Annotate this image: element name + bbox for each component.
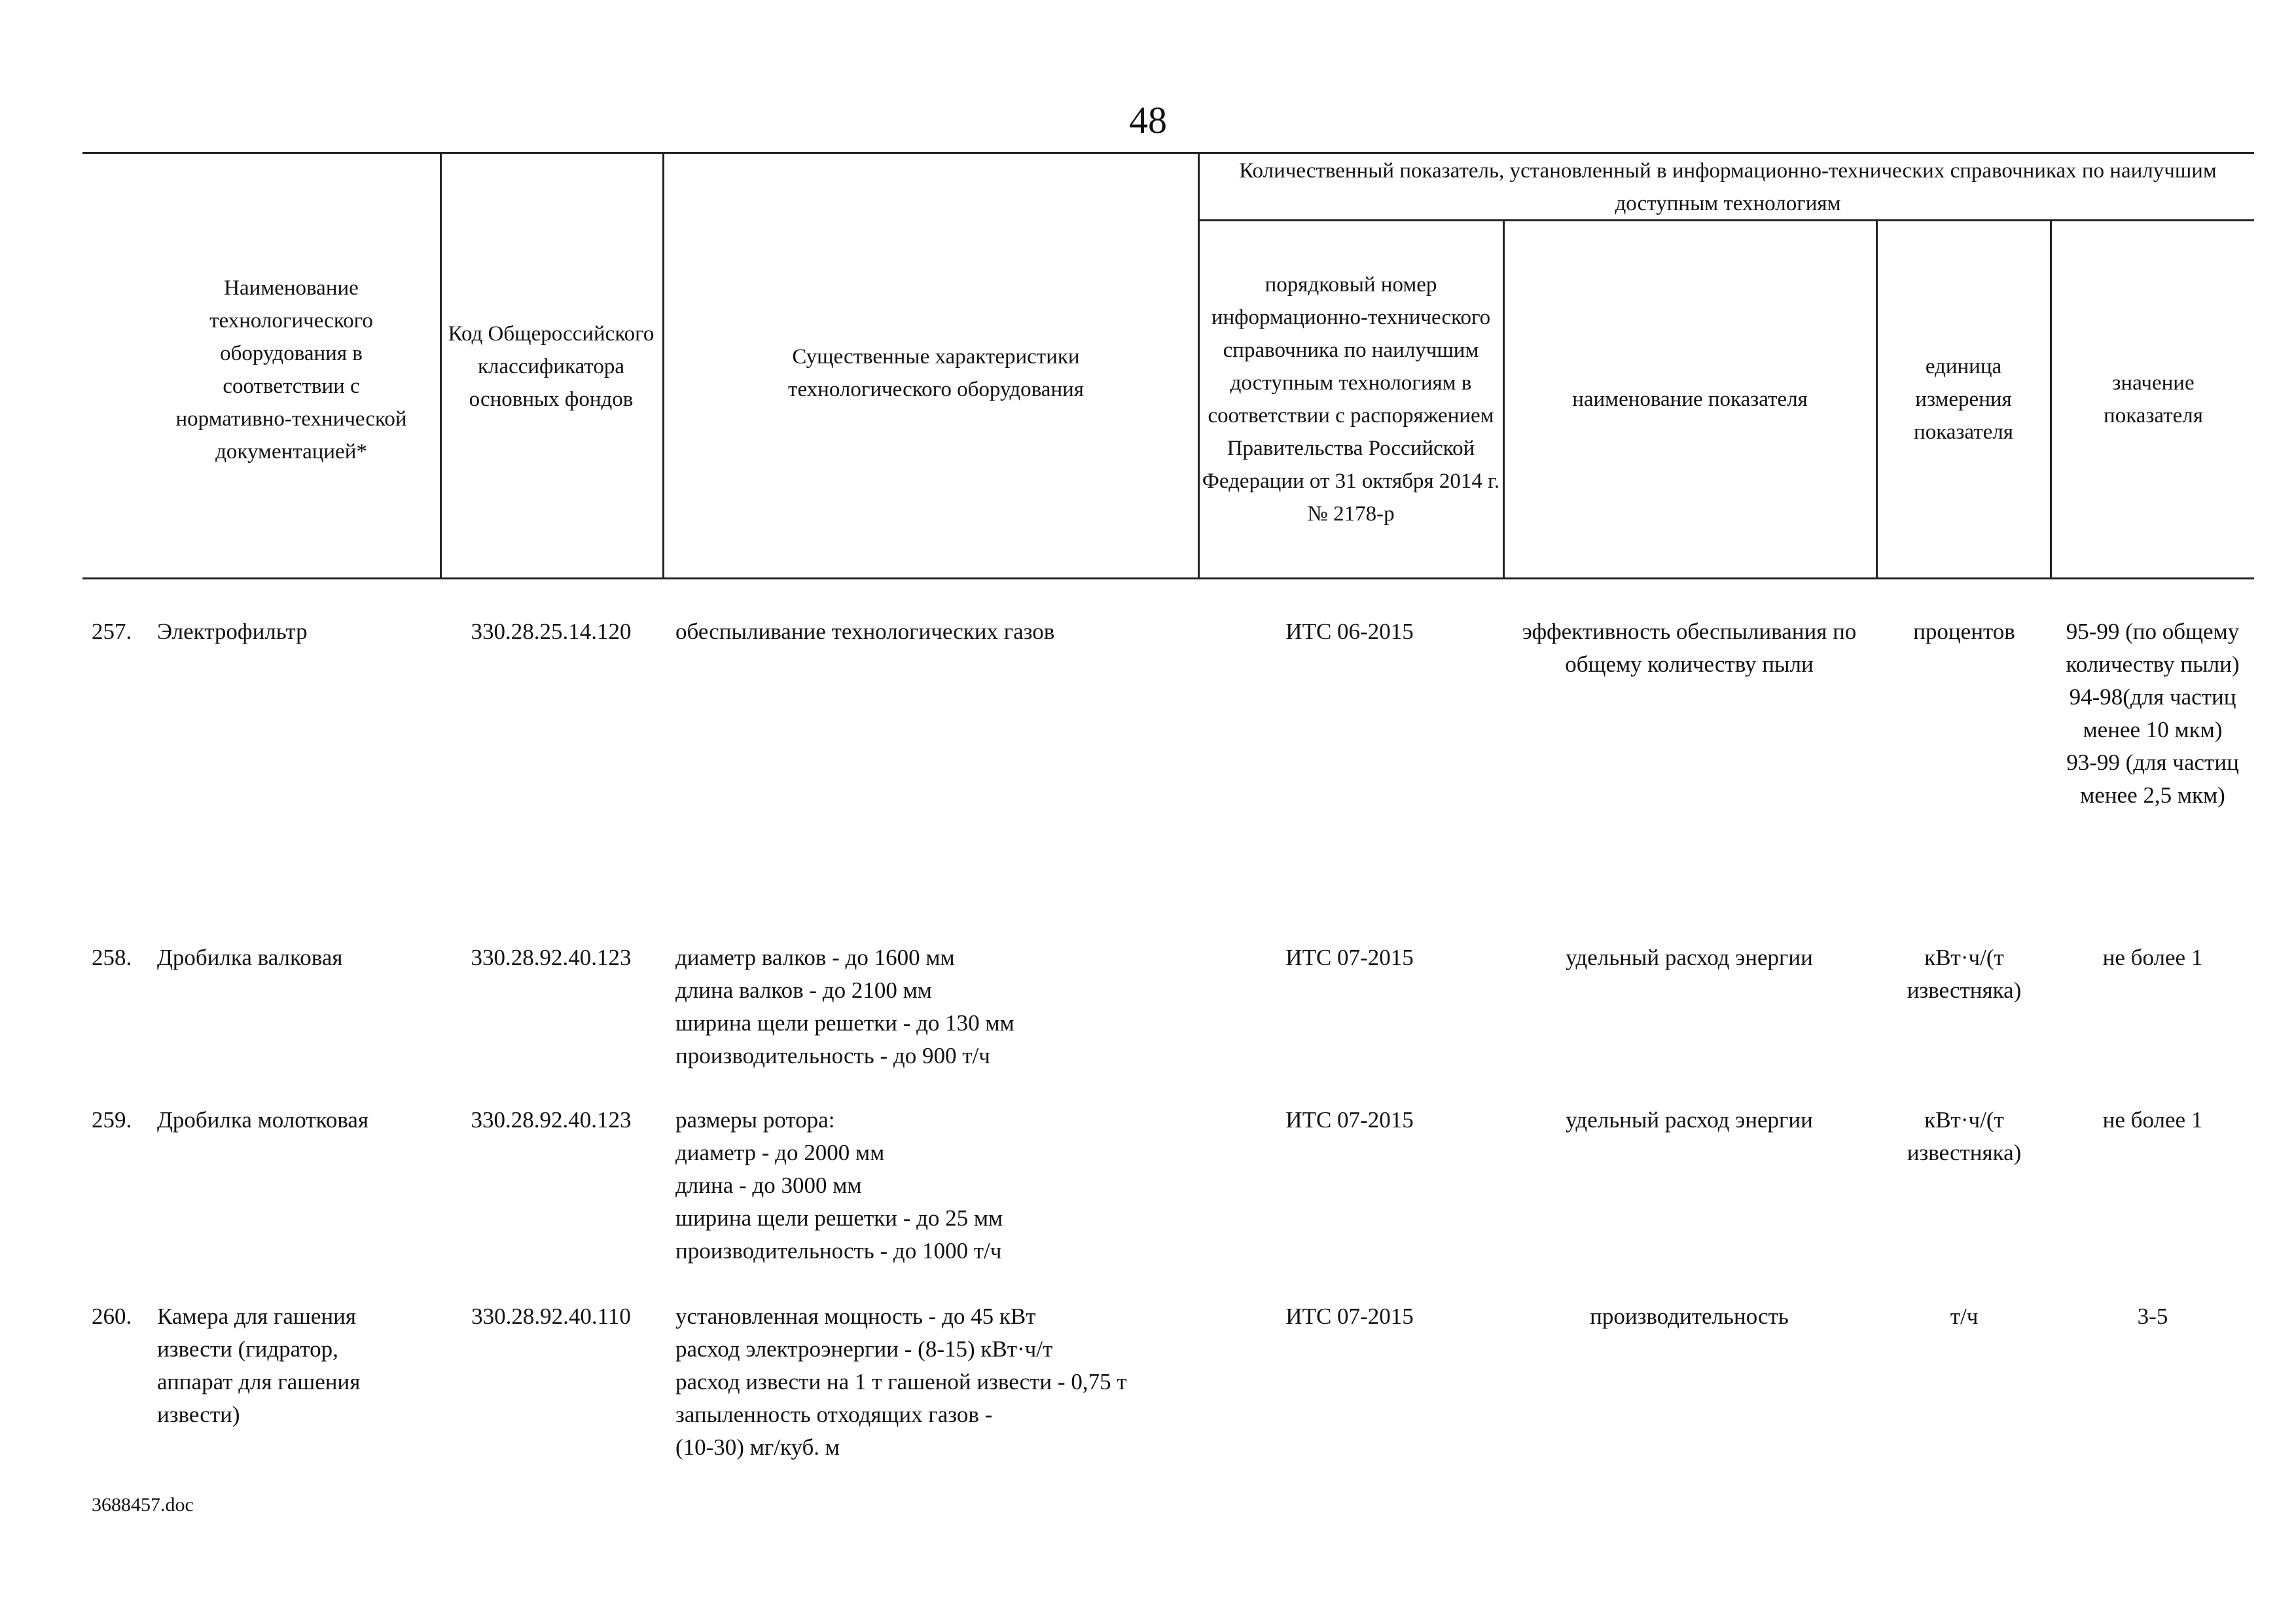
header-indicator-name: наименование показателя xyxy=(1572,388,1808,411)
row-indicator-name: удельный расход энергии xyxy=(1566,1107,1813,1133)
header-value: значение показателя xyxy=(2104,371,2203,428)
row-number: 260. xyxy=(92,1304,132,1329)
row-characteristics: размеры ротора: диаметр - до 2000 мм длина - до 3000 мм ширина щели решетки - до 25 мм производительность - до 1000 т/ч xyxy=(675,1107,1003,1264)
row-indicator-name: эффективность обеспыливания по общему количеству пыли xyxy=(1522,619,1857,677)
page-number: 48 xyxy=(1129,99,1167,141)
row-number: 259. xyxy=(92,1107,132,1133)
document-filename: 3688457.doc xyxy=(92,1494,194,1516)
row-characteristics: диаметр валков - до 1600 мм длина валков - до 2100 мм ширина щели решетки - до 130 мм производительность - до 900 т/ч xyxy=(675,945,1014,1068)
row-value: 3-5 xyxy=(2137,1304,2168,1329)
col-divider-4 xyxy=(1503,219,1505,579)
row-its-number: ИТС 07-2015 xyxy=(1285,945,1414,970)
header-okof-code: Код Общероссийского классификатора основных фондов xyxy=(448,322,655,411)
col-divider-3 xyxy=(1198,152,1200,579)
row-equipment-name: Электрофильтр xyxy=(157,619,308,644)
row-number: 258. xyxy=(92,945,132,970)
row-okof-code: 330.28.25.14.120 xyxy=(471,619,632,644)
row-okof-code: 330.28.92.40.123 xyxy=(471,1107,632,1133)
row-characteristics: обеспыливание технологических газов xyxy=(675,619,1055,644)
row-indicator-name: производительность xyxy=(1590,1304,1789,1329)
col-divider-2 xyxy=(662,152,664,579)
header-its-number: порядковый номер информационно-технического справочника по наилучшим доступным технологиям в соответствии с распоряжением Правительства Российской Федерации от 31 октября 2014 г. № 2178-р xyxy=(1202,273,1500,526)
row-unit: кВт·ч/(т известняка) xyxy=(1907,945,2022,1003)
row-equipment-name: Камера для гашения извести (гидратор, аппарат для гашения извести) xyxy=(157,1304,361,1427)
row-equipment-name: Дробилка валковая xyxy=(157,945,343,970)
row-value: не более 1 xyxy=(2102,1107,2203,1133)
row-value: не более 1 xyxy=(2102,945,2203,970)
row-unit: т/ч xyxy=(1950,1304,1979,1329)
header-unit: единица измерения показателя xyxy=(1914,355,2013,444)
row-characteristics: установленная мощность - до 45 кВт расход электроэнергии - (8-15) кВт·ч/т расход извести на 1 т гашеной извести - 0,75 т запыленность отходящих газов - (10-30) мг/куб. м xyxy=(675,1304,1127,1460)
row-unit: процентов xyxy=(1913,619,2015,644)
row-okof-code: 330.28.92.40.110 xyxy=(471,1304,631,1329)
table-top-rule xyxy=(82,152,2254,154)
row-value: 95-99 (по общему количеству пыли) 94-98(для частиц менее 10 мкм) 93-99 (для частиц менее 2,5 мкм) xyxy=(2066,619,2240,808)
row-equipment-name: Дробилка молотковая xyxy=(157,1107,369,1133)
header-equipment-name: Наименование технологического оборудования в соответствии с нормативно-технической документацией* xyxy=(175,276,407,464)
row-its-number: ИТС 07-2015 xyxy=(1285,1304,1414,1329)
row-its-number: ИТС 06-2015 xyxy=(1285,619,1414,644)
row-okof-code: 330.28.92.40.123 xyxy=(471,945,632,970)
table-header-bottom-rule xyxy=(82,577,2254,579)
col-divider-5 xyxy=(1876,219,1878,579)
col-divider-6 xyxy=(2050,219,2052,579)
row-indicator-name: удельный расход энергии xyxy=(1566,945,1813,970)
row-its-number: ИТС 07-2015 xyxy=(1285,1107,1414,1133)
row-unit: кВт·ч/(т известняка) xyxy=(1907,1107,2022,1165)
header-group-title: Количественный показатель, установленный в информационно-технических справочниках по наилучшим доступным технологиям xyxy=(1239,159,2217,215)
row-number: 257. xyxy=(92,619,132,644)
header-characteristics: Существенные характеристики технологического оборудования xyxy=(788,345,1084,401)
